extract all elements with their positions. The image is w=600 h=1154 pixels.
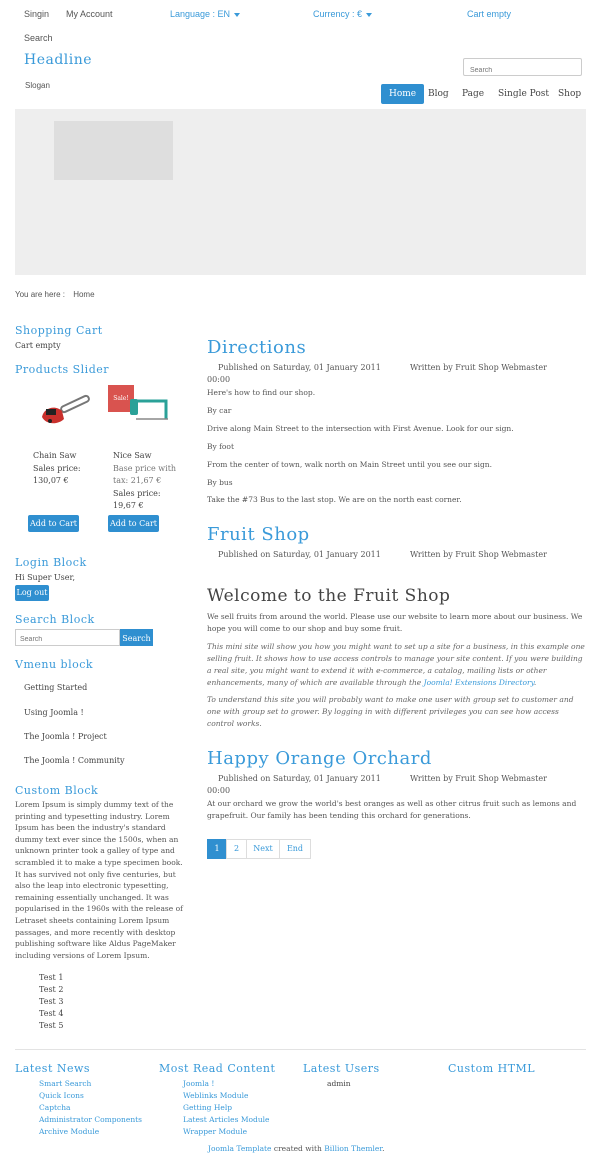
nav-home[interactable]: Home — [381, 84, 424, 104]
search-block-button[interactable]: Search — [120, 629, 153, 646]
article-paragraph: Drive along Main Street to the intersection with First Avenue. Look for our sign. — [207, 424, 514, 433]
login-block-title: Login Block — [15, 556, 87, 569]
article-italic-paragraph: This mini site will show you how you might want to set up a site for a business, in this example one selling fruit. It shows how to use access controls to manage your site content. If you were building a real site, you might want to extend it with e-commerce, a catalog, mailing lists or other enhancements, many of which are available through the Joomla! Extensions Directory. — [207, 642, 585, 687]
login-greeting: Hi Super User, — [15, 573, 76, 582]
base-price-text: Base price with tax: 21,67 € — [113, 464, 177, 485]
product-name-nice-saw[interactable]: Nice Saw — [113, 451, 152, 460]
article-published: Published on Saturday, 01 January 2011 — [218, 550, 381, 559]
shopping-cart-title: Shopping Cart — [15, 324, 103, 337]
latest-news-item[interactable]: Archive Module — [39, 1127, 100, 1136]
article-paragraph: By foot — [207, 442, 234, 451]
language-dropdown[interactable] — [170, 9, 240, 19]
currency-dropdown[interactable] — [313, 9, 372, 19]
search-block-input[interactable] — [15, 629, 120, 646]
pagination-end[interactable]: End — [279, 839, 311, 859]
article-time: 00:00 — [207, 375, 231, 384]
pagination-page-2[interactable]: 2 — [226, 839, 247, 859]
latest-news-item[interactable]: Administrator Components — [39, 1115, 143, 1124]
vmenu-title: Vmenu block — [15, 658, 94, 671]
article-intro: We sell fruits from around the world. Please use our website to learn more about our business. We hope you will come to our shop and buy some fruit. — [207, 612, 583, 633]
breadcrumb-current: Home — [73, 290, 95, 299]
test-item: Test 4 — [39, 1009, 64, 1018]
breadcrumb-label: You are here : — [15, 290, 65, 299]
shopping-cart-text: Cart empty — [15, 341, 61, 350]
chevron-down-icon — [366, 13, 372, 17]
sales-price-label: Sales price: — [33, 464, 81, 473]
sales-price-label: Sales price: — [113, 489, 161, 498]
currency-label: Currency : € — [313, 9, 363, 19]
most-read-title: Most Read Content — [159, 1062, 276, 1075]
header-search-input[interactable] — [463, 58, 582, 76]
site-headline[interactable]: Headline — [24, 52, 93, 68]
add-to-cart-button[interactable]: Add to Cart — [108, 515, 159, 532]
latest-news-item[interactable]: Smart Search — [39, 1079, 92, 1088]
article-title[interactable]: Happy Orange Orchard — [207, 748, 432, 769]
nav-page[interactable]: Page — [462, 89, 485, 99]
footer-credit — [208, 1144, 384, 1153]
nice-saw-image[interactable] — [128, 393, 173, 429]
nav-single-post[interactable]: Single Post — [498, 89, 550, 99]
article-heading: Welcome to the Fruit Shop — [207, 586, 451, 606]
test-item: Test 1 — [39, 973, 64, 982]
chain-saw-icon — [38, 391, 93, 431]
italic-text: This mini site will show you how you might want to set up a site for a business, in this example one selling fruit. It shows how to use access controls to manage your site content. If you were building a real site, you might want to extend it with e-commerce, a catalog, mailing lists or other enhancements, many of which are available through the — [207, 642, 585, 687]
custom-block-text: Lorem Ipsum is simply dummy text of the printing and typesetting industry. Lorem Ipsum has been the industry's standard dummy text ever since the 1500s, when an unknown printer took a galley of type and scrambled it to make a type specimen book. It has survived not only five centuries, but also the leap into electronic typesetting, remaining essentially unchanged. It was popularised in the 1960s with the release of Letraset sheets containing Lorem Ipsum passages, and more recently with desktop publishing software like Aldus PageMaker including versions of Lorem Ipsum. — [15, 800, 183, 960]
sales-price-value: 19,67 € — [113, 501, 144, 510]
sales-price-value: 130,07 € — [33, 476, 69, 485]
nav-shop[interactable]: Shop — [558, 89, 582, 99]
billion-themler-link[interactable]: Billion Themler — [324, 1144, 383, 1153]
my-account-link[interactable]: My Account — [66, 9, 113, 19]
chevron-down-icon — [234, 13, 240, 17]
pagination-page-1[interactable]: 1 — [207, 839, 227, 859]
article-paragraph: Take the #73 Bus to the last stop. We are on the north east corner. — [207, 495, 462, 504]
article-paragraph: By car — [207, 406, 232, 415]
test-item: Test 2 — [39, 985, 64, 994]
latest-user-item: admin — [327, 1079, 351, 1088]
product-name-chain-saw[interactable]: Chain Saw — [33, 451, 77, 460]
article-italic-paragraph: To understand this site you will probably want to make one user with group set to customer and one with group set to grower. By logging in with different privileges you can see how access control works. — [207, 695, 574, 728]
latest-news-item[interactable]: Quick Icons — [39, 1091, 84, 1100]
language-label: Language : EN — [170, 9, 231, 19]
article-time: 00:00 — [207, 786, 231, 795]
vmenu-item[interactable]: Using Joomla ! — [24, 708, 84, 717]
credit-end: . — [382, 1144, 385, 1153]
breadcrumb — [15, 290, 95, 299]
custom-block-title: Custom Block — [15, 784, 99, 797]
article-published: Published on Saturday, 01 January 2011 — [218, 363, 381, 372]
article-title[interactable]: Directions — [207, 337, 307, 358]
search-block-title: Search Block — [15, 613, 95, 626]
site-slogan: Slogan — [25, 81, 50, 90]
article-paragraph: By bus — [207, 478, 233, 487]
article-text: At our orchard we grow the world's best oranges as well as other citrus fruit such as lemons and grapefruit. Our family has been tending this orchard for generations. — [207, 799, 577, 820]
extensions-directory-link[interactable]: Joomla! Extensions Directory — [423, 678, 534, 687]
banner-image-placeholder — [54, 121, 173, 180]
logout-button[interactable]: Log out — [15, 585, 49, 601]
vmenu-item[interactable]: The Joomla ! Community — [24, 756, 125, 765]
products-slider-title: Products Slider — [15, 363, 110, 376]
credit-text: created with — [271, 1144, 325, 1153]
pagination-next[interactable]: Next — [246, 839, 280, 859]
vmenu-item[interactable]: Getting Started — [24, 683, 88, 692]
custom-html-title: Custom HTML — [448, 1062, 536, 1075]
article-title[interactable]: Fruit Shop — [207, 524, 310, 545]
latest-news-title: Latest News — [15, 1062, 91, 1075]
article-paragraph: Here's how to find our shop. — [207, 388, 316, 397]
search-label: Search — [24, 33, 53, 43]
latest-users-title: Latest Users — [303, 1062, 380, 1075]
most-read-item[interactable]: Weblinks Module — [183, 1091, 249, 1100]
most-read-item[interactable]: Wrapper Module — [183, 1127, 248, 1136]
article-author: Written by Fruit Shop Webmaster — [410, 550, 547, 559]
add-to-cart-button[interactable]: Add to Cart — [28, 515, 79, 532]
sale-badge: Sale! — [108, 385, 134, 412]
cart-link[interactable]: Cart empty — [467, 9, 512, 19]
most-read-item[interactable]: Getting Help — [183, 1103, 233, 1112]
article-author: Written by Fruit Shop Webmaster — [410, 774, 547, 783]
footer-divider — [15, 1049, 586, 1050]
article-author: Written by Fruit Shop Webmaster — [410, 363, 547, 372]
nav-blog[interactable]: Blog — [428, 89, 449, 99]
most-read-item[interactable]: Joomla ! — [183, 1079, 215, 1088]
article-published: Published on Saturday, 01 January 2011 — [218, 774, 381, 783]
test-item: Test 5 — [39, 1021, 64, 1030]
vmenu-item[interactable]: The Joomla ! Project — [24, 732, 107, 741]
chain-saw-image[interactable] — [38, 391, 93, 431]
joomla-template-link[interactable]: Joomla Template — [208, 1144, 272, 1153]
latest-news-item[interactable]: Captcha — [39, 1103, 71, 1112]
test-item: Test 3 — [39, 997, 64, 1006]
most-read-item[interactable]: Latest Articles Module — [183, 1115, 270, 1124]
article-paragraph: From the center of town, walk north on Main Street until you see our sign. — [207, 460, 492, 469]
hacksaw-icon — [128, 393, 173, 429]
signin-link[interactable]: Singin — [24, 9, 50, 19]
